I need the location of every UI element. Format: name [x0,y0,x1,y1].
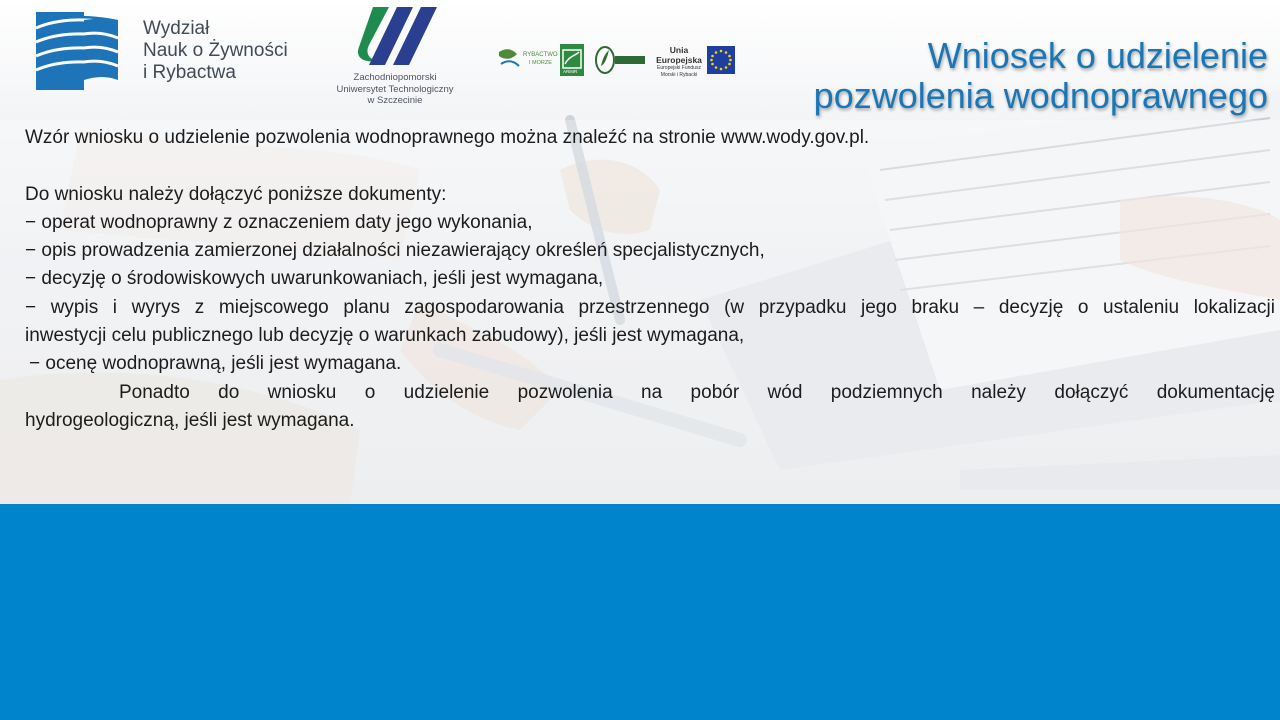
slide-body [25,124,1275,435]
final-paragraph-end: hydrogeologiczną, jeśli jest wymagana. [25,409,355,431]
list-item: − decyzję o środowiskowych uwarunkowaniach, jeśli jest wymagana, [25,268,604,290]
attachments-heading: Do wniosku należy dołączyć poniższe dokumenty: [25,183,447,205]
university-logo-icon [355,7,439,65]
list-item: − ocenę wodnoprawną, jeśli jest wymagana. [29,353,402,375]
faculty-name-line: Nauk o Żywności [143,40,288,61]
eu-fund-line: Europejski Fundusz [657,65,701,71]
university-name-line: Zachodniopomorski [353,72,437,83]
eu-flag-icon [707,46,735,74]
final-paragraph-first-line [25,379,1275,407]
eu-fund-line: Morski i Rybacki [660,71,698,78]
arimr-logo-icon [560,44,584,76]
paragraph-indent [25,379,119,407]
rybactwo-label: RYBACTWO [523,52,558,58]
program-logo-icon [596,47,645,73]
rybactwo-logo-icon [499,49,558,66]
university-name-line: w Szczecinie [367,95,423,106]
intro-text: Wzór wniosku o udzielenie pozwolenia wodnoprawnego można znaleźć na stronie www.wody.gov.pl. [25,127,870,148]
slide-title [814,36,1268,116]
university-name [322,72,468,107]
slide-title-line: pozwolenia wodnoprawnego [813,75,1268,116]
list-item: − operat wodnoprawny z oznaczeniem daty jego wykonania, [25,211,533,233]
eu-label [651,45,707,78]
faculty-name-line: i Rybactwa [143,62,236,83]
faculty-logo-icon [34,10,119,90]
list-item: − wypis i wyrys z miejscowego planu zagospodarowania przestrzennego (w przypadku jego braku – decyzję o ustaleniu lokalizacji [25,296,1275,318]
spacer [25,152,1275,180]
university-name-line: Uniwersytet Technologiczny [336,83,454,95]
faculty-name [143,18,333,84]
slide-title-line: Wniosek o udzielenie [927,35,1268,76]
morze-label: I MORZE [529,60,552,66]
eu-title: Unia Europejska [656,45,702,65]
final-paragraph-text: Ponadto do wniosku o udzielenie pozwolenia na pobór wód podziemnych należy dołączyć dokumentację [119,381,1275,403]
list-item-continuation: inwestycji celu publicznego lub decyzję o warunkach zabudowy), jeśli jest wymagana, [25,325,745,347]
blue-footer-band [0,504,1280,720]
list-item: − opis prowadzenia zamierzonej działalności niezawierający określeń specjalistycznych, [25,240,765,262]
arimr-label: ARiMR [563,69,578,74]
faculty-name-line: Wydział [143,18,210,39]
